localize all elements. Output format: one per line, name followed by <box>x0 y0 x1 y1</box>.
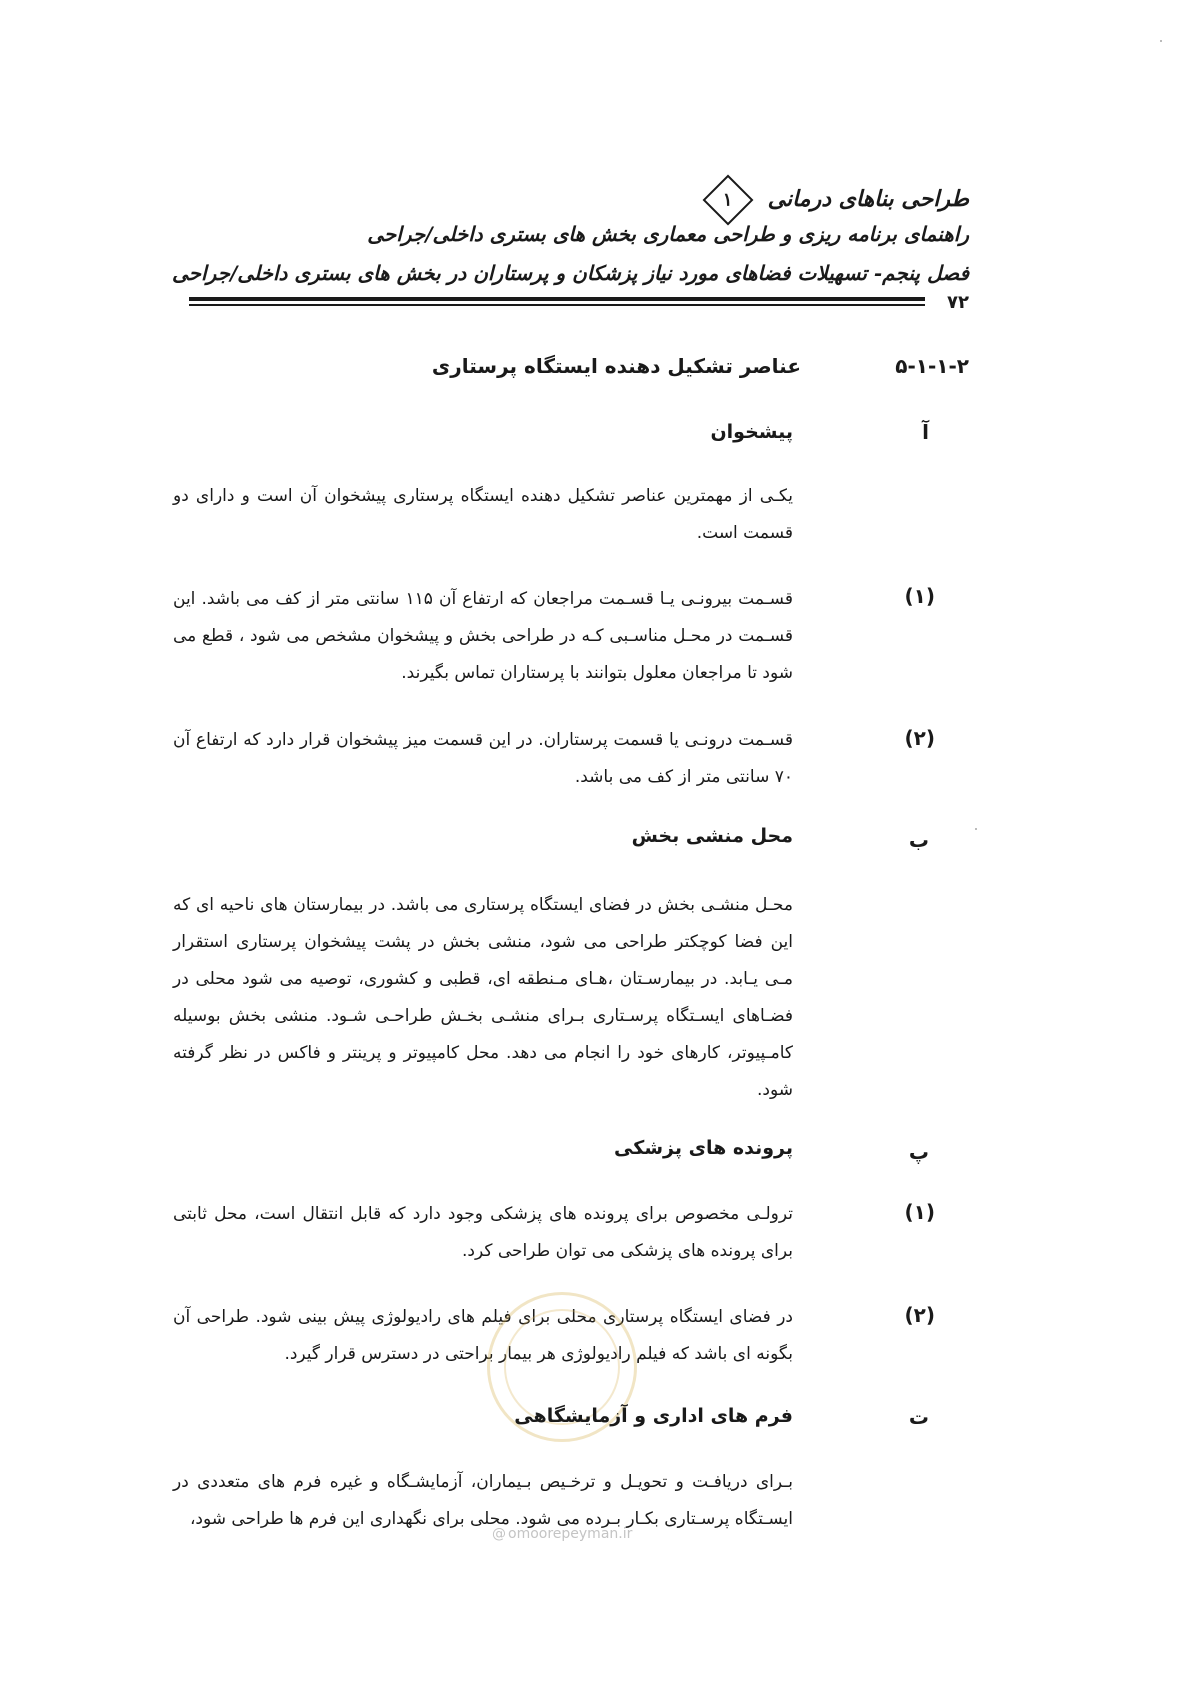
item-b-heading: محل منشی بخش <box>631 825 793 847</box>
item-p-sub1-text: ترولـی مخصوص برای پرونده های پزشکی وجود دارد که قابل انتقال است، محل ثابتی برای پرونده های پزشکی می توان طراحی کرد. <box>173 1204 793 1261</box>
item-t-marker: ت <box>908 1405 929 1429</box>
running-header-chapter-title: فصل پنجم- تسهیلات فضاهای مورد نیاز پزشکان و پرستاران در بخش های بستری داخلی/جراحی <box>172 261 969 285</box>
item-a-heading: پیشخوان <box>710 421 793 443</box>
item-a-sub1-text: قسـمت بیرونـی یـا قسـمت مراجعان که ارتفاع آن ۱۱۵ سانتی متر از کف می باشد. این قسـمت در محـل مناسـبی کـه در طراحی بخش و پیشخوان مشخص می شود ، قطع می شود تا مراجعان معلول بتوانند با پرستاران تماس بگیرند. <box>173 589 793 683</box>
item-b-marker: ب <box>908 828 929 852</box>
item-a-sub2-text: قسـمت درونـی یا قسمت پرستاران. در این قسمت میز پیشخوان قرار دارد که ارتفاع آن ۷۰ سانتی متر از کف می باشد. <box>173 730 793 787</box>
item-b-text: محـل منشـی بخش در فضای ایستگاه پرستاری می باشد. در بیمارستان های ناحیه ای که این فضا کوچکتر طراحی می شود، منشی بخش در پشت پیشخوان پرستاری استقرار مـی یـابد. در بیمارسـتان ،هـای مـنطقه ای، قطبی و کشوری، توصیه می شود محلی در فضـاهای ایسـتگاه پرسـتاری بـرای منشـی بخـش طراحـی شـود. منشی بخش بوسیله کامـپیوتر، کارهای خود را انجام می دهد. محل کامپیوتر و پرینتر و فاکس در نظر گرفته شود. <box>173 895 793 1100</box>
watermark-url <box>492 1526 632 1542</box>
scan-speck <box>1160 40 1162 42</box>
item-a-sub1-marker: (۱) <box>904 584 935 608</box>
at-sign-icon: @ <box>492 1526 506 1542</box>
item-a-marker: آ <box>922 420 929 444</box>
running-header-book-title <box>169 182 969 218</box>
section-number: ۵-۱-۱-۲ <box>895 354 969 378</box>
watermark-url-text: omoorepeyman.ir <box>508 1526 633 1542</box>
header-rule-thin <box>189 304 925 306</box>
item-p-sub2-marker: (۲) <box>904 1303 935 1327</box>
page-number: ۷۲ <box>947 292 969 313</box>
scan-speck <box>975 828 977 830</box>
item-p-heading: پرونده های پزشکی <box>614 1137 793 1159</box>
item-t-text: بـرای دریافـت و تحویـل و ترخـیص بـیماران، آزمایشـگاه و غیره فرم های متعددی در ایسـتگاه پرسـتاری بکـار بـرده می شود. محلی برای نگهداری این فرم ها طراحی شود، <box>173 1472 793 1529</box>
item-t-heading: فرم های اداری و آزمایشگاهی <box>514 1405 793 1427</box>
header-rule-thick <box>189 297 925 301</box>
volume-badge <box>702 175 753 226</box>
item-p-marker: پ <box>908 1140 929 1164</box>
item-p-sub1-marker: (۱) <box>904 1200 935 1224</box>
book-title: طراحی بناهای درمانی <box>767 186 969 212</box>
item-p-sub2-text: در فضای ایستگاه پرستاری محلی برای فیلم های رادیولوژی پیش بینی شود. طراحی آن بگونه ای باشد که فیلم رادیولوژی هر بیمار براحتی در دسترس قرار گیرد. <box>173 1307 793 1364</box>
volume-number: ۱ <box>723 189 733 211</box>
item-a-intro: یکـی از مهمترین عناصر تشکیل دهنده ایستگاه پرستاری پیشخوان آن است و دارای دو قسمت است. <box>173 486 793 543</box>
running-header-guide-title: راهنمای برنامه ریزی و طراحی معماری بخش های بستری داخلی/جراحی <box>367 222 969 246</box>
item-a-sub2-marker: (۲) <box>904 726 935 750</box>
section-title: عناصر تشکیل دهنده ایستگاه پرستاری <box>431 354 801 378</box>
